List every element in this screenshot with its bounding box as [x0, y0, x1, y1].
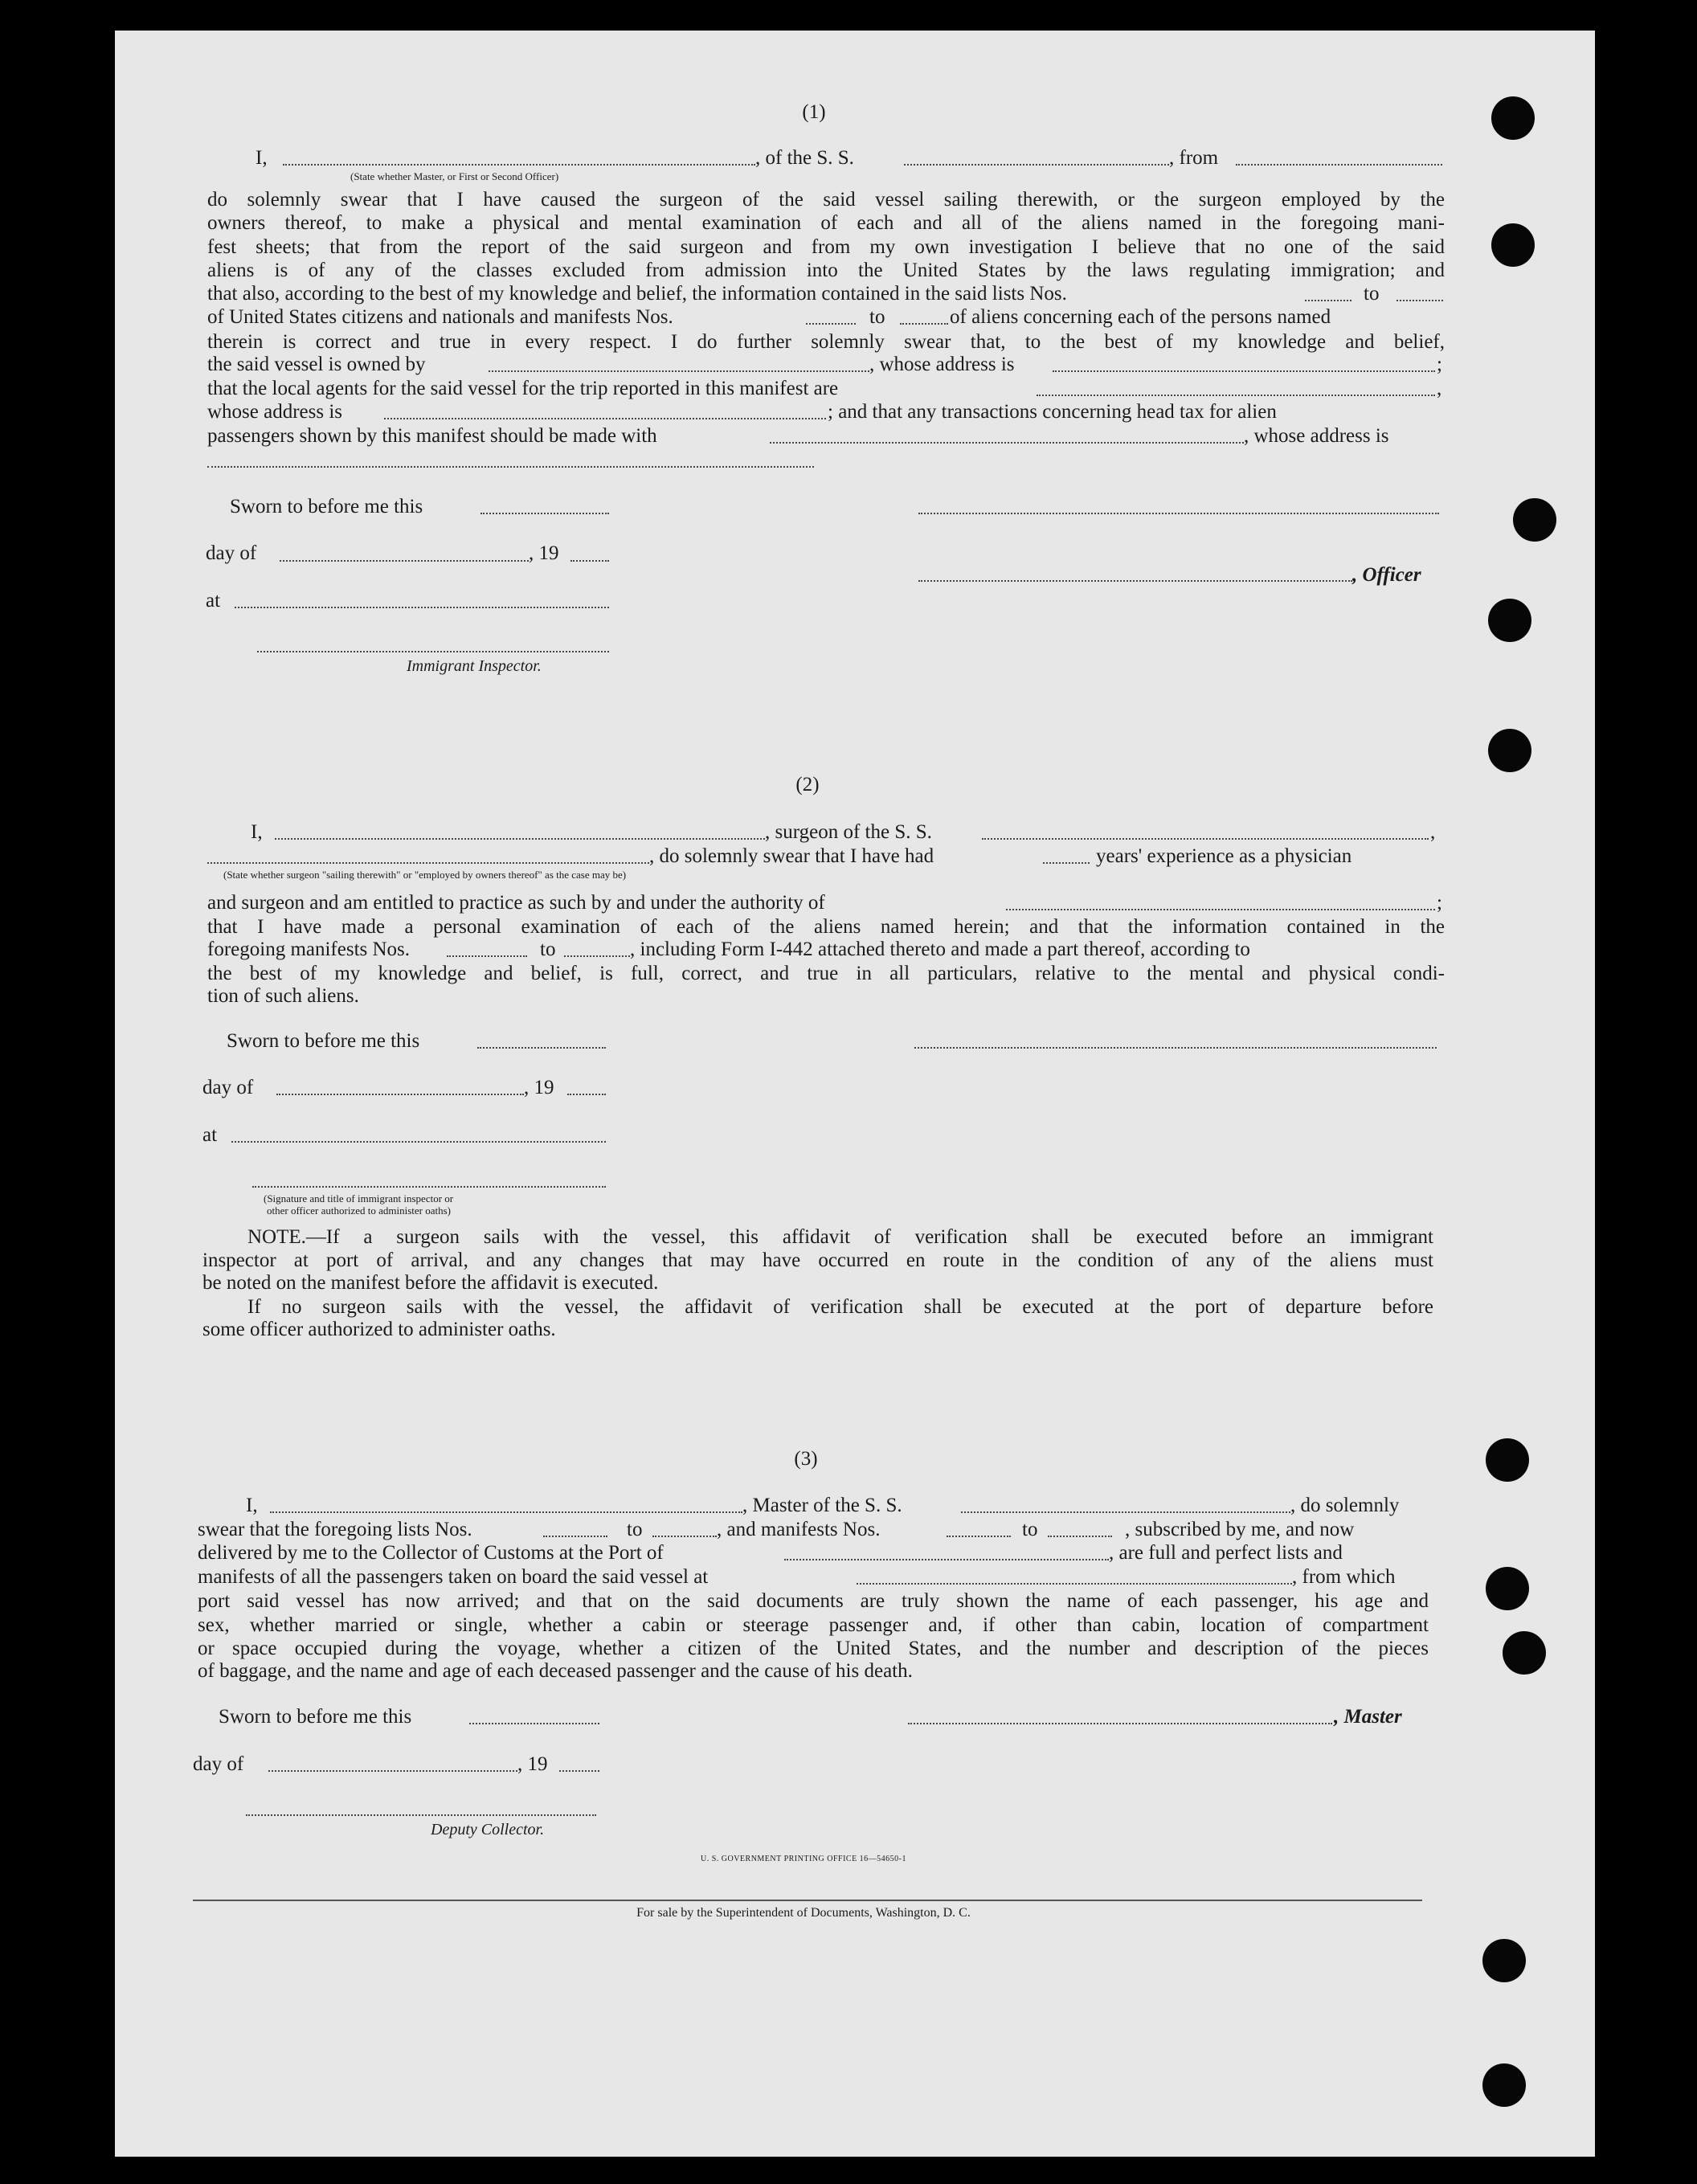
s1-owner-address-line[interactable] [1053, 370, 1435, 372]
s3-port-line[interactable] [784, 1559, 1109, 1560]
s2-line-3: that I have made a personal examination of each of the aliens named herein; and that the information contained in the [207, 916, 1445, 938]
s3-line-3a: manifests of all the passengers taken on board the said vessel at [198, 1566, 709, 1588]
s2-line-4c: , including Form I-442 attached thereto and made a part thereof, according to [630, 939, 1250, 960]
s1-signature-line[interactable] [918, 513, 1439, 514]
gpo-imprint: U. S. GOVERNMENT PRINTING OFFICE 16—54650-1 [700, 1855, 907, 1863]
s2-sworn: Sworn to before me this [227, 1030, 420, 1052]
s3-manifest-to-line[interactable] [1048, 1536, 1112, 1537]
s1-line-11b: , whose address is [1244, 425, 1389, 447]
punch-hole-2 [1491, 223, 1535, 267]
s1-line-5b: to [1364, 283, 1380, 305]
s1-sworn: Sworn to before me this [230, 496, 423, 517]
sale-notice: For sale by the Superintendent of Documents, Washington, D. C. [636, 1906, 971, 1920]
s3-sworn-line[interactable] [469, 1723, 599, 1724]
section-1-number: (1) [802, 101, 826, 123]
s1-year: , 19 [529, 542, 559, 564]
s2-years-line[interactable] [1043, 862, 1090, 864]
s1-line-6b: to [869, 306, 885, 328]
s2-dayof: day of [202, 1077, 254, 1098]
s2-surgeon-name-line[interactable] [275, 838, 765, 840]
s2-authority-line[interactable] [1006, 909, 1435, 910]
s1-head-tax-address-line[interactable] [207, 466, 814, 468]
s2-note-1: NOTE.—If a surgeon sails with the vessel, this affidavit of verification shall be executed before an immigrant [247, 1226, 1433, 1248]
s2-day-line[interactable] [276, 1094, 524, 1095]
s2-note-4: If no surgeon sails with the vessel, the affidavit of verification shall be executed at the port of departure before [247, 1296, 1433, 1318]
s3-line-1b: to [627, 1519, 643, 1540]
s1-line-1: do solemnly swear that I have caused the surgeon of the said vessel sailing therewith, or the surgeon employed by the [207, 189, 1445, 211]
s2-at-line[interactable] [231, 1141, 606, 1143]
s2-manifest-to-line[interactable] [564, 955, 630, 957]
s3-vessel-line[interactable] [961, 1511, 1290, 1513]
s1-line-2: owners thereof, to make a physical and mental examination of each and all of the aliens named in the foregoing mani- [207, 212, 1445, 234]
s1-owner-line[interactable] [489, 370, 869, 372]
s3-master-signature-line[interactable] [908, 1723, 1332, 1724]
punch-hole-4 [1488, 599, 1531, 642]
s3-master-label: , Master [1334, 1706, 1402, 1728]
s2-note-3: be noted on the manifest before the affidavit is executed. [202, 1272, 659, 1294]
s3-deputy-line[interactable] [246, 1814, 596, 1816]
s2-comma: , [1430, 821, 1436, 843]
s2-note-2: inspector at port of arrival, and any changes that may have occurred en route in the condition of any of the aliens must [202, 1249, 1433, 1271]
punch-hole-8 [1503, 1631, 1546, 1675]
s2-line-4a: foregoing manifests Nos. [207, 939, 411, 960]
s1-line-8c: ; [1437, 354, 1442, 375]
s1-inspector-line[interactable] [257, 651, 609, 652]
s3-line-1c: , and manifests Nos. [717, 1519, 881, 1540]
punch-hole-10 [1482, 2063, 1526, 2107]
s3-do-solemnly: , do solemnly [1290, 1495, 1400, 1516]
s1-line-5a: that also, according to the best of my knowledge and belief, the information contained in the said lists Nos. [207, 283, 1067, 305]
s2-line-1b: years' experience as a physician [1096, 845, 1352, 867]
s2-surgeon-of-ss: , surgeon of the S. S. [765, 821, 932, 843]
s1-officer-label: , Officer [1352, 564, 1421, 586]
punch-hole-5 [1488, 729, 1531, 772]
s2-line-1a: , do solemnly swear that I have had [649, 845, 934, 867]
s1-from-line[interactable] [1236, 164, 1442, 166]
s2-sworn-line[interactable] [477, 1047, 606, 1049]
s1-dayof: day of [206, 542, 257, 564]
section-2-number: (2) [795, 774, 820, 795]
s2-year-line[interactable] [567, 1094, 606, 1095]
s3-lists-to-line[interactable] [652, 1536, 717, 1537]
s3-lists-from-line[interactable] [543, 1536, 607, 1537]
s2-at: at [202, 1124, 218, 1146]
s2-note-5: some officer authorized to administer oaths. [202, 1319, 556, 1340]
punch-hole-9 [1482, 1939, 1526, 1982]
s2-line-2a: and surgeon and am entitled to practice as such by and under the authority of [207, 892, 825, 914]
s1-vessel-line[interactable] [904, 164, 1169, 166]
s3-line-5: sex, whether married or single, whether a cabin or steerage passenger and, if other than cabin, location of compartment [198, 1614, 1429, 1636]
s2-line-4b: to [540, 939, 556, 960]
s1-line-10a: whose address is [207, 401, 343, 423]
s2-line-5: the best of my knowledge and belief, is full, correct, and true in all particulars, relative to the mental and physical condi- [207, 963, 1445, 984]
s1-line-9a: that the local agents for the said vessel for the trip reported in this manifest are [207, 378, 839, 399]
s1-sworn-line[interactable] [480, 513, 609, 514]
punch-hole-7 [1486, 1567, 1529, 1610]
s2-sailing-status-line[interactable] [207, 862, 649, 864]
s1-i: I, [256, 147, 268, 169]
s3-line-1a: swear that the foregoing lists Nos. [198, 1519, 472, 1540]
s1-line-9b: , [1437, 378, 1442, 399]
s1-of-ss: , of the S. S. [755, 147, 854, 169]
s1-line-4: aliens is of any of the classes excluded from admission into the United States by the laws regulating immigration; and [207, 260, 1445, 281]
s2-sig-note-2: other officer authorized to administer oaths) [267, 1204, 451, 1217]
s1-line-6c: of aliens concerning each of the persons named [950, 306, 1331, 328]
s3-line-1d: to [1022, 1519, 1038, 1540]
s3-line-2b: , are full and perfect lists and [1109, 1542, 1343, 1564]
s1-manifest-from-line[interactable] [806, 323, 856, 325]
s2-vessel-line[interactable] [982, 838, 1429, 840]
s3-i: I, [246, 1495, 258, 1516]
s1-from: , from [1169, 147, 1219, 169]
s1-line-11a: passengers shown by this manifest should be made with [207, 425, 657, 447]
s1-officer-line[interactable] [918, 580, 1352, 582]
s3-deputy-label: Deputy Collector. [431, 1821, 545, 1838]
s2-sig-note-1: (Signature and title of immigrant inspector or [264, 1192, 454, 1204]
s1-line-8b: , whose address is [869, 354, 1015, 375]
s1-rank-note: (State whether Master, or First or Second Officer) [350, 170, 559, 182]
punch-hole-1 [1491, 96, 1535, 140]
s3-line-6: or space occupied during the voyage, whether a citizen of the United States, and the number and description of the pieces [198, 1638, 1429, 1659]
s2-year: , 19 [524, 1077, 554, 1098]
s3-line-7: of baggage, and the name and age of each deceased passenger and the cause of his death. [198, 1660, 913, 1682]
s1-lists-to-line[interactable] [1396, 300, 1443, 301]
s3-line-3b: , from which [1292, 1566, 1396, 1588]
s1-manifest-to-line[interactable] [900, 323, 948, 325]
s3-day-line[interactable] [268, 1770, 517, 1772]
s1-line-8a: the said vessel is owned by [207, 354, 426, 375]
s3-year-line[interactable] [559, 1770, 599, 1772]
s1-day-line[interactable] [280, 560, 529, 562]
punch-hole-3 [1513, 498, 1556, 542]
s3-year: , 19 [517, 1753, 548, 1775]
s1-officer-name-line[interactable] [283, 164, 755, 166]
section-3-number: (3) [794, 1448, 818, 1470]
s1-agents-line[interactable] [1037, 395, 1435, 396]
s3-master-of-ss: , Master of the S. S. [742, 1495, 902, 1516]
s3-boarded-at-line[interactable] [857, 1583, 1292, 1585]
s1-at: at [206, 590, 221, 611]
s2-status-note: (State whether surgeon "sailing therewith" or "employed by owners thereof" as the case may be) [223, 869, 627, 881]
s1-line-10b: ; and that any transactions concerning head tax for alien [828, 401, 1277, 423]
s1-year-line[interactable] [570, 560, 609, 562]
footer-rule [193, 1900, 1422, 1901]
s3-line-4: port said vessel has now arrived; and that on the said documents are truly shown the name of each passenger, his age and [198, 1590, 1429, 1612]
s2-i: I, [251, 821, 263, 843]
s1-line-7: therein is correct and true in every respect. I do further solemnly swear that, to the best of my knowledge and belief, [207, 331, 1445, 353]
s1-line-6a: of United States citizens and nationals and manifests Nos. [207, 306, 673, 328]
s1-lists-from-line[interactable] [1305, 300, 1351, 301]
s1-line-3: fest sheets; that from the report of the said surgeon and from my own investigation I believe that no one of the said [207, 236, 1445, 258]
s1-agents-address-line[interactable] [384, 418, 826, 419]
s3-sworn: Sworn to before me this [219, 1706, 412, 1728]
punch-hole-6 [1486, 1438, 1529, 1482]
s3-manifest-from-line[interactable] [947, 1536, 1011, 1537]
s3-master-name-line[interactable] [270, 1511, 742, 1513]
s1-at-line[interactable] [235, 607, 609, 608]
s2-signature-title-line[interactable] [252, 1186, 606, 1188]
s1-inspector-label: Immigrant Inspector. [407, 657, 542, 675]
s2-signature-line[interactable] [914, 1047, 1437, 1049]
s3-dayof: day of [193, 1753, 244, 1775]
s1-head-tax-line[interactable] [770, 442, 1244, 444]
s2-manifest-from-line[interactable] [447, 955, 527, 957]
s2-line-2b: ; [1437, 892, 1442, 914]
s2-line-6: tion of such aliens. [207, 985, 359, 1007]
s3-line-1e: , subscribed by me, and now [1125, 1519, 1355, 1540]
s3-line-2a: delivered by me to the Collector of Customs at the Port of [198, 1542, 664, 1564]
